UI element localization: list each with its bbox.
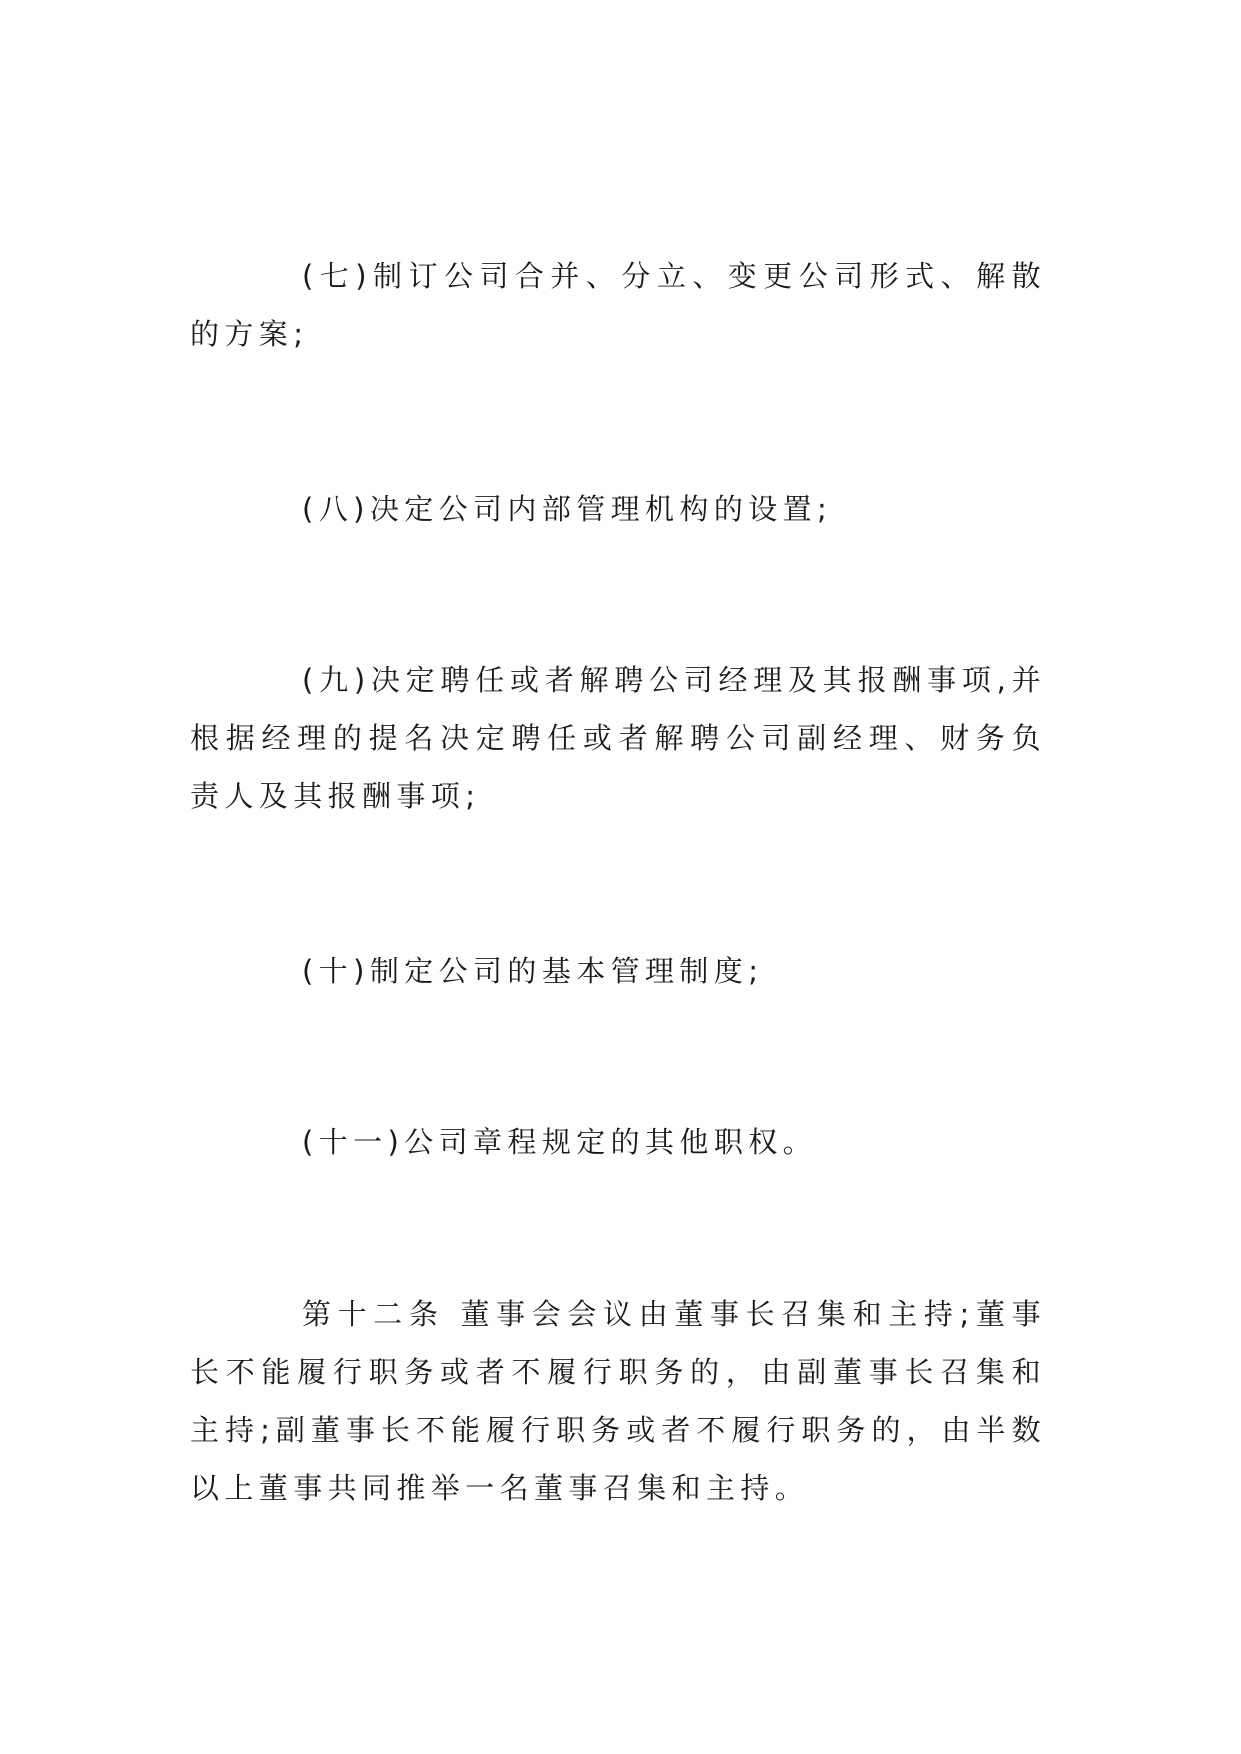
paragraph-item-8: (八)决定公司内部管理机构的设置; [302,492,833,526]
paragraph-item-9: (九)决定聘任或者解聘公司经理及其报酬事项,并根据经理的提名决定聘任或者解聘公司副经理、财务负责人及其报酬事项; [190,663,1047,813]
paragraph-article-12: 第十二条 董事会会议由董事长召集和主持;董事长不能履行职务或者不履行职务的，由副董事长召集和主持;副董事长不能履行职务或者不履行职务的，由半数以上董事共同推举一名董事召集和主持。 [190,1297,1046,1505]
paragraph-item-7: (七)制订公司合并、分立、变更公司形式、解散的方案; [190,259,1046,351]
paragraph-item-11: (十一)公司章程规定的其他职权。 [302,1125,818,1159]
paragraph-item-10: (十)制定公司的基本管理制度; [302,954,764,988]
